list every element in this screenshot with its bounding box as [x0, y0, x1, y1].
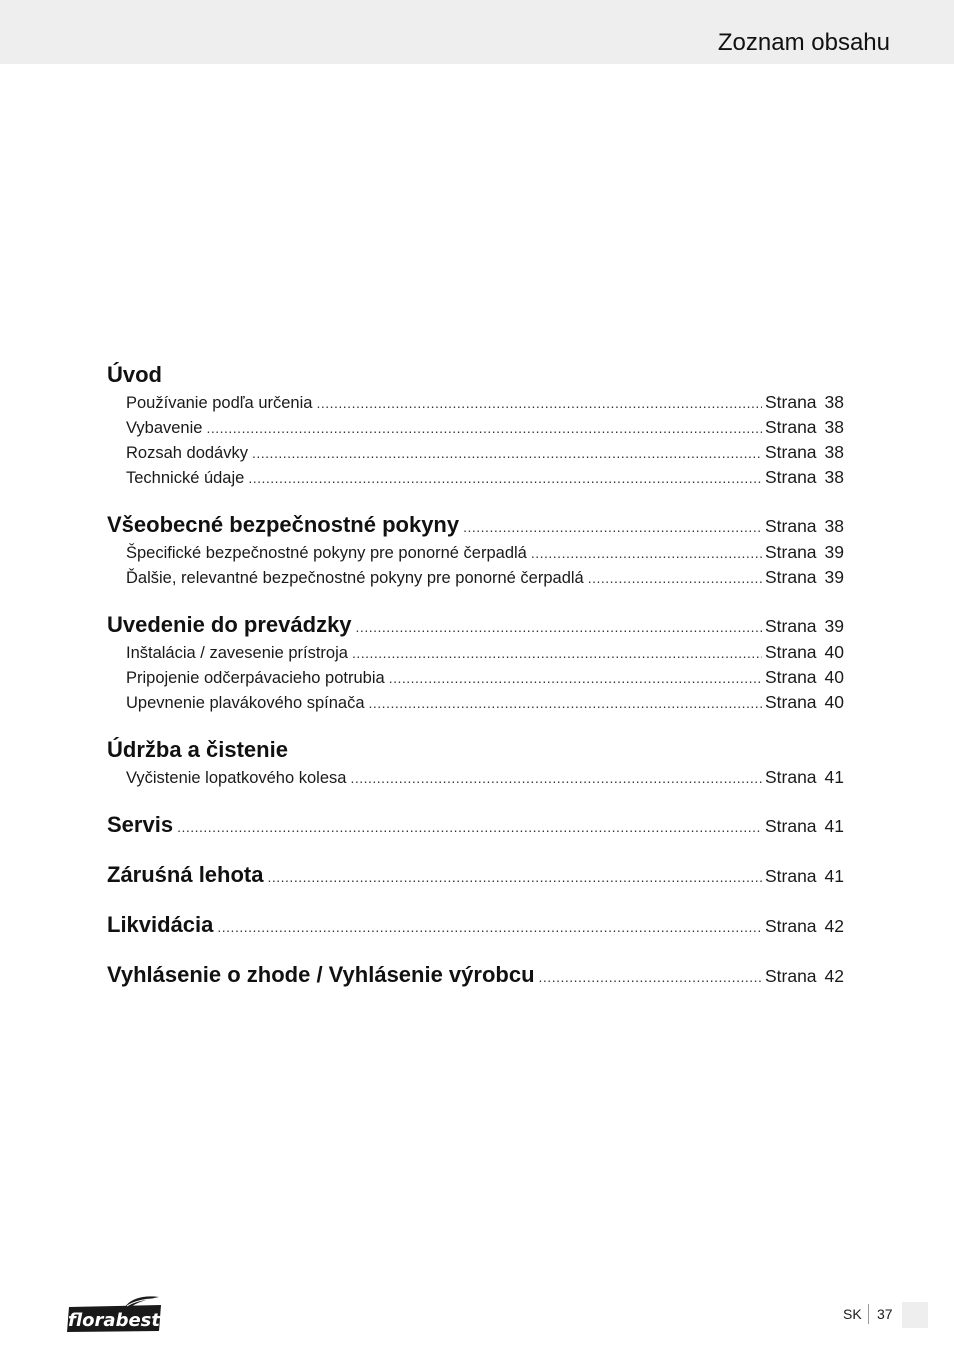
toc-page-label: Strana: [764, 866, 817, 886]
spacer: [107, 842, 844, 862]
toc-section-heading[interactable]: [107, 362, 844, 392]
toc-entry-title: Vybavenie: [126, 419, 203, 437]
toc-section: [107, 512, 844, 592]
spacer: [107, 792, 844, 812]
dot-leader: [252, 445, 762, 461]
toc-page-label: Strana: [764, 767, 817, 787]
page-title: Zoznam obsahu: [717, 29, 890, 56]
toc-entry-title: Používanie podľa určenia: [126, 394, 313, 412]
florabest-logo-icon: [65, 1295, 163, 1333]
toc-entry[interactable]: [107, 542, 844, 567]
toc-page-label: Strana: [764, 467, 817, 487]
toc-section-title: Uvedenie do prevádzky: [107, 612, 352, 637]
language-code: SK: [843, 1306, 862, 1322]
toc-section-title: Záruśná lehota: [107, 862, 264, 887]
toc-entry[interactable]: [107, 467, 844, 492]
toc-page-label: Strana: [764, 516, 817, 536]
toc-entry[interactable]: [107, 642, 844, 667]
toc-entry-title: Pripojenie odčerpávacieho potrubia: [126, 669, 385, 687]
dot-leader: [463, 519, 762, 535]
footer-tab-marker: [902, 1302, 928, 1328]
toc-entry[interactable]: [107, 567, 844, 592]
toc-page-label: Strana: [764, 642, 817, 662]
toc-entry[interactable]: [107, 442, 844, 467]
toc-page-number: 40: [824, 692, 844, 712]
toc-page-label: Strana: [764, 816, 817, 836]
toc-entry-title: Vyčistenie lopatkového kolesa: [126, 769, 347, 787]
toc-section-heading[interactable]: [107, 737, 844, 767]
toc-page-number: 41: [824, 816, 844, 836]
toc-page-number: 38: [824, 417, 844, 437]
table-of-contents: [107, 362, 844, 992]
spacer: [107, 892, 844, 912]
toc-page-number: 38: [824, 442, 844, 462]
toc-section: [107, 362, 844, 492]
footer-divider: [868, 1304, 869, 1324]
toc-page-label: Strana: [764, 916, 817, 936]
toc-entry-title: Inštalácia / zavesenie prístroja: [126, 644, 348, 662]
toc-entry[interactable]: [107, 417, 844, 442]
dot-leader: [206, 420, 762, 436]
toc-section: [107, 812, 844, 842]
toc-page-label: Strana: [764, 392, 817, 412]
toc-section: [107, 962, 844, 992]
toc-page-label: Strana: [764, 542, 817, 562]
toc-entry[interactable]: [107, 667, 844, 692]
dot-leader: [248, 470, 762, 486]
dot-leader: [588, 570, 762, 586]
toc-page-number: 39: [824, 616, 844, 636]
toc-entry-title: Technické údaje: [126, 469, 245, 487]
toc-entry[interactable]: [107, 692, 844, 717]
toc-entry-title: Upevnenie plavákového spínača: [126, 694, 365, 712]
toc-page-label: Strana: [764, 966, 817, 986]
toc-section-title: Likvidácia: [107, 912, 214, 937]
toc-section-heading[interactable]: [107, 612, 844, 642]
dot-leader: [217, 919, 762, 935]
toc-page-number: 38: [824, 516, 844, 536]
spacer: [107, 717, 844, 737]
dot-leader: [350, 770, 762, 786]
toc-section: [107, 912, 844, 942]
toc-section-heading[interactable]: [107, 912, 844, 942]
toc-section: [107, 862, 844, 892]
dot-leader: [177, 819, 762, 835]
dot-leader: [267, 869, 761, 885]
toc-section: [107, 737, 844, 792]
toc-entry-title: Rozsah dodávky: [126, 444, 248, 462]
toc-page-label: Strana: [764, 616, 817, 636]
toc-page-number: 38: [824, 392, 844, 412]
dot-leader: [316, 395, 762, 411]
toc-page-number: 41: [824, 767, 844, 787]
toc-page-number: 42: [824, 916, 844, 936]
toc-section-title: Úvod: [107, 362, 162, 387]
spacer: [107, 592, 844, 612]
toc-page-label: Strana: [764, 417, 817, 437]
dot-leader: [531, 545, 762, 561]
dot-leader: [352, 645, 762, 661]
toc-page-label: Strana: [764, 442, 817, 462]
toc-page-label: Strana: [764, 667, 817, 687]
florabest-logo: [65, 1295, 163, 1333]
toc-section-heading[interactable]: [107, 962, 844, 992]
logo-wordmark: florabest: [68, 1310, 160, 1331]
toc-page-label: Strana: [764, 567, 817, 587]
spacer: [107, 492, 844, 512]
toc-section-title: Vyhlásenie o zhode / Vyhlásenie výrobcu: [107, 962, 535, 987]
toc-page-number: 39: [824, 542, 844, 562]
toc-section-title: Servis: [107, 812, 174, 837]
toc-section-heading[interactable]: [107, 862, 844, 892]
dot-leader: [356, 619, 762, 635]
dot-leader: [369, 695, 762, 711]
toc-page-number: 40: [824, 667, 844, 687]
toc-page-number: 42: [824, 966, 844, 986]
dot-leader: [389, 670, 762, 686]
toc-section-title: Všeobecné bezpečnostné pokyny: [107, 512, 460, 537]
toc-page-label: Strana: [764, 692, 817, 712]
toc-entry-title: Ďalšie, relevantné bezpečnostné pokyny pre ponorné čerpadlá: [126, 569, 584, 587]
toc-section-heading[interactable]: [107, 812, 844, 842]
toc-entry[interactable]: [107, 767, 844, 792]
toc-page-number: 40: [824, 642, 844, 662]
toc-entry[interactable]: [107, 392, 844, 417]
page-number: 37: [877, 1306, 893, 1322]
toc-page-number: 41: [824, 866, 844, 886]
toc-section-title: Údržba a čistenie: [107, 737, 288, 762]
spacer: [107, 942, 844, 962]
toc-section-heading[interactable]: [107, 512, 844, 542]
dot-leader: [539, 969, 762, 985]
toc-section: [107, 612, 844, 717]
toc-entry-title: Špecifické bezpečnostné pokyny pre ponorné čerpadlá: [126, 544, 527, 562]
toc-page-number: 38: [824, 467, 844, 487]
toc-page-number: 39: [824, 567, 844, 587]
